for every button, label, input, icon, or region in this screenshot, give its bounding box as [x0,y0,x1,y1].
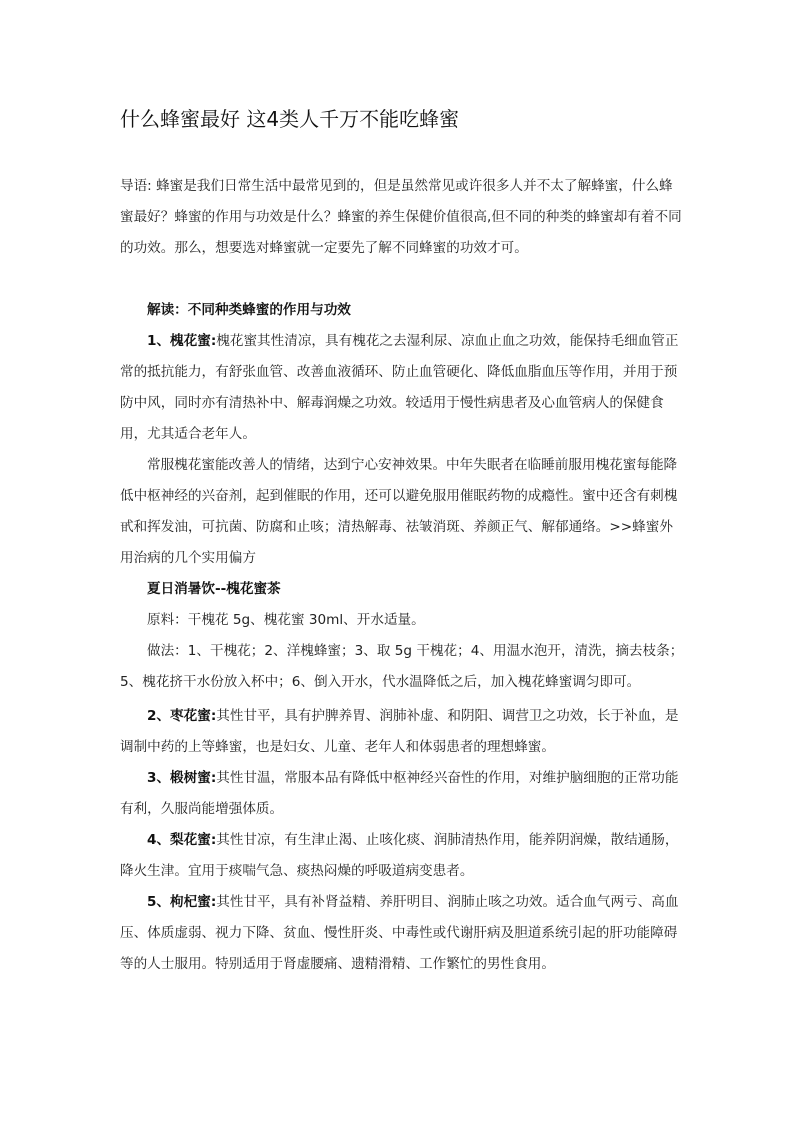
item-acacia-honey [120,326,686,450]
section-heading [120,295,686,326]
item-label: 3、椴树蜜: [147,770,217,786]
item-label: 2、枣花蜜: [147,708,217,724]
item-text: 原料：干槐花 5g、槐花蜜 30ml、开水适量。 [147,612,425,628]
item-jujube-honey [120,701,686,763]
section-heading-text: 解读：不同种类蜂蜜的作用与功效 [147,302,351,318]
summer-drink-heading [120,574,686,605]
ingredients-paragraph [120,605,686,636]
item-goji-honey [120,887,686,980]
item-label: 1、槐花蜜: [147,333,217,349]
item-text: 其性甘平，具有护脾养胃、润肺补虚、和阴阳、调营卫之功效，长于补血，是调制中药的上等蜂蜜，也是妇女、儿童、老年人和体弱患者的理想蜂蜜。 [120,708,679,755]
intro-paragraph: 导语: 蜂蜜是我们日常生活中最常见到的，但是虽然常见或许很多人并不太了解蜂蜜，什么蜂蜜最好？蜂蜜的作用与功效是什么？蜂蜜的养生保健价值很高,但不同的种类的蜂蜜却有着不同的功效。那么，想要选对蜂蜜就一定要先了解不同蜂蜜的功效才可。 [120,178,682,256]
acacia-honey-paragraph-2 [120,450,686,574]
item-text: 做法：1、干槐花；2、洋槐蜂蜜；3、取 5g 干槐花；4、用温水泡开，清洗，摘去枝条；5、槐花挤干水份放入杯中；6、倒入开水，代水温降低之后，加入槐花蜂蜜调匀即可。 [120,643,684,690]
item-text: 常服槐花蜜能改善人的情绪，达到宁心安神效果。中年失眠者在临睡前服用槐花蜜每能降低中枢神经的兴奋剂，起到催眠的作用，还可以避免服用催眠药物的成瘾性。蜜中还含有刺槐甙和挥发油，可抗菌、防腐和止咳；清热解毒、祛皱消斑、养颜正气、解郁通络。>>蜂蜜外用治病的几个实用偏方 [120,457,678,566]
item-linden-honey [120,763,686,825]
method-paragraph [120,636,686,698]
item-text: 其性甘平，具有补肾益精、养肝明目、润肺止咳之功效。适合血气两亏、高血压、体质虚弱、视力下降、贫血、慢性肝炎、中毒性或代谢肝病及胆道系统引起的肝功能障碍等的人士服用。特别适用于肾虚腰痛、遗精滑精、工作繁忙的男性食用。 [120,894,679,972]
item-label: 4、梨花蜜: [147,832,217,848]
page-title: 什么蜂蜜最好 这4类人千万不能吃蜂蜜 [120,107,460,131]
item-label: 夏日消暑饮--槐花蜜茶 [147,581,281,597]
item-text: 其性甘温，常服本品有降低中枢神经兴奋性的作用，对维护脑细胞的正常功能有利，久服尚能增强体质。 [120,770,679,817]
item-label: 5、枸杞蜜: [147,894,217,910]
item-pear-honey [120,825,686,887]
item-text: 槐花蜜其性清凉，具有槐花之去湿利尿、凉血止血之功效，能保持毛细血管正常的抵抗能力，有舒张血管、改善血液循环、防止血管硬化、降低血脂血压等作用，并用于预防中风，同时亦有清热补中、解毒润燥之功效。较适用于慢性病患者及心血管病人的保健食用，尤其适合老年人。 [120,333,679,442]
item-text: 其性甘凉，有生津止渴、止咳化痰、润肺清热作用，能养阴润燥，散结通肠，降火生津。宜用于痰喘气急、痰热闷燥的呼吸道病变患者。 [120,832,679,879]
